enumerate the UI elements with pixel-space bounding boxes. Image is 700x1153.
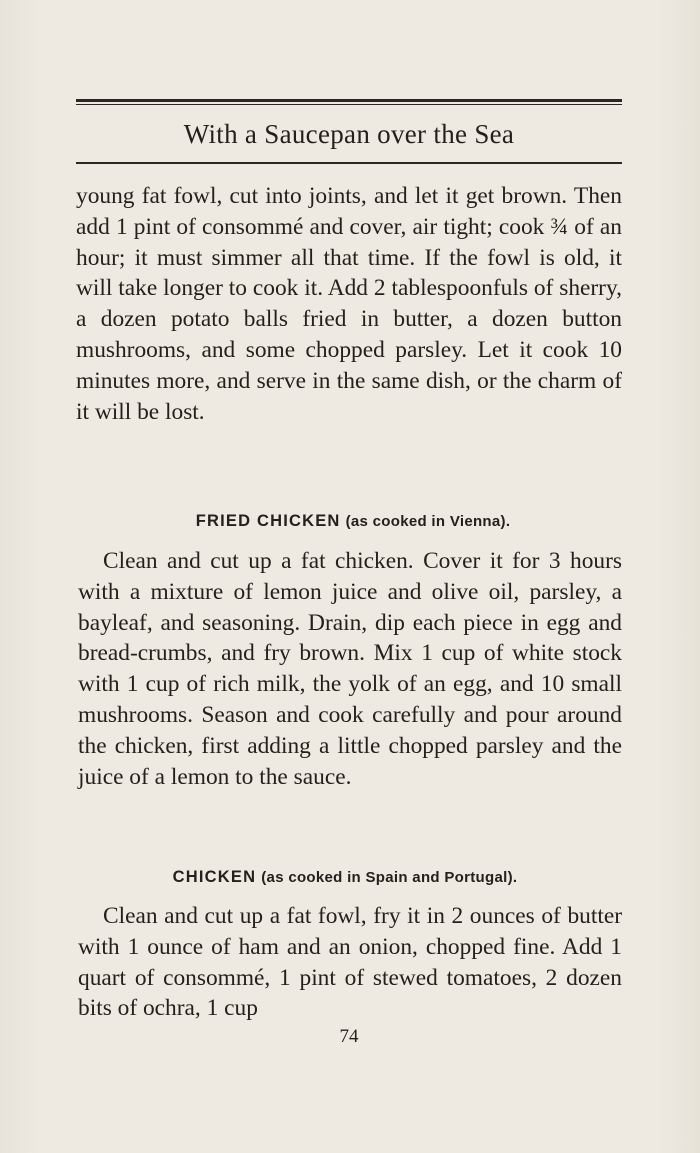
running-head: With a Saucepan over the Sea bbox=[183, 119, 515, 149]
heading-subtitle: (as cooked in Spain and Portugal). bbox=[261, 869, 518, 886]
heading-title: CHICKEN bbox=[172, 868, 257, 886]
header-rule-top-thin bbox=[76, 104, 622, 105]
section-heading-chicken-spain bbox=[72, 868, 618, 887]
paragraph-continuation: young fat fowl, cut into joints, and let it get brown. Then add 1 pint of consommé and cover, air tight; cook ¾ of an hour; it must simmer all that time. If the fowl is old, it will take longer to cook it. Add 2 tablespoonfuls of sherry, a dozen potato balls fried in butter, a dozen button mushrooms, and some chopped parsley. Let it cook 10 minutes more, and serve in the same dish, or the charm of it will be lost. bbox=[76, 183, 622, 425]
page-number: 74 bbox=[339, 1026, 359, 1047]
section-heading-fried-chicken bbox=[80, 512, 626, 531]
heading-subtitle: (as cooked in Vienna). bbox=[345, 513, 511, 530]
heading-title: FRIED CHICKEN bbox=[195, 512, 341, 530]
header-rule-bottom bbox=[76, 162, 622, 164]
header-rule-top bbox=[76, 99, 622, 102]
paragraph-chicken-spain: Clean and cut up a fat fowl, fry it in 2 ounces of butter with 1 ounce of ham and an onion, chopped fine. Add 1 quart of consommé, 1 pint of stewed tomatoes, 2 dozen bits of ochra, 1 cup bbox=[78, 903, 622, 1022]
paragraph-fried-chicken: Clean and cut up a fat chicken. Cover it for 3 hours with a mixture of lemon juice and olive oil, parsley, a bayleaf, and seasoning. Drain, dip each piece in egg and bread-crumbs, and fry brown. Mix 1 cup of white stock with 1 cup of rich milk, the yolk of an egg, and 10 small mushrooms. Season and cook carefully and pour around the chicken, first adding a little chopped parsley and the juice of a lemon to the sauce. bbox=[78, 548, 622, 790]
